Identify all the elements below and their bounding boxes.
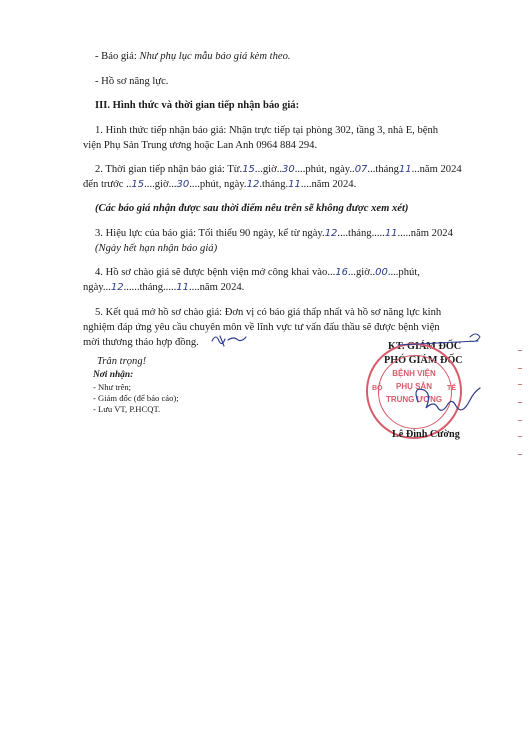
- dots: ..: [276, 164, 283, 175]
- para-5-line-1: 5. Kết quả mở hồ sơ chào giá: Đơn vị có báo giá thấp nhất và hồ sơ năng lực kinh: [95, 307, 442, 318]
- recipient-item: - Giám đốc (để báo cáo);: [93, 393, 179, 403]
- recipient-item: - Như trên;: [93, 382, 132, 392]
- dots: .: [239, 164, 243, 175]
- dots: .....: [371, 228, 385, 239]
- handwritten-hour: 16: [335, 267, 348, 278]
- handwritten-minute: 30: [176, 179, 190, 190]
- handwritten-month: 11: [176, 282, 190, 293]
- stamp-right-text: TẾ: [447, 385, 456, 392]
- stamp-left-text: BỘ: [372, 385, 383, 392]
- handwritten-day: 07: [354, 164, 368, 175]
- deadline-note: (Các báo giá nhận được sau thời điểm nêu trên sẽ không được xem xét): [95, 203, 409, 214]
- dots: ..: [123, 179, 132, 190]
- recipients-title: Nơi nhận:: [93, 370, 134, 380]
- dots: ....: [294, 164, 306, 175]
- label-minute-day: phút, ngày: [199, 179, 244, 190]
- handwritten-month: 11: [384, 228, 398, 239]
- quote-value: Như phụ lục mẫu báo giá kèm theo.: [139, 51, 291, 62]
- para-5-line-2: nghiệm đáp ứng yêu cầu chuyên môn về lĩnh vực tư vấn đấu thầu sẽ được bệnh viện: [83, 322, 440, 333]
- dots: ..: [349, 164, 355, 175]
- handwritten-month: 11: [398, 164, 412, 175]
- section-3-heading: III. Hình thức và thời gian tiếp nhận báo giá:: [95, 100, 300, 111]
- dots: .: [259, 179, 262, 190]
- label-month: tháng: [375, 164, 399, 175]
- label-month: tháng: [261, 179, 286, 190]
- label-year: năm 2024: [419, 164, 462, 175]
- para-3-text: 3. Hiệu lực của báo giá: Tối thiểu 90 ngày, kể từ ngày: [95, 228, 323, 239]
- para-4-text: 4. Hồ sơ chào giá sẽ được bệnh viện mở công khai vào: [95, 267, 328, 278]
- para-5-line-3: mời thương thảo hợp đồng.: [83, 337, 199, 348]
- dots: ...: [168, 179, 177, 190]
- dots: ...: [254, 164, 263, 175]
- dots: ...: [411, 164, 420, 175]
- dots: .....: [163, 282, 177, 293]
- label-minute: phút,: [398, 267, 420, 278]
- label-year: năm 2024.: [311, 179, 357, 190]
- dots: ...: [102, 282, 111, 293]
- label-year: năm 2024: [410, 228, 453, 239]
- para-2-text: 2. Thời gian tiếp nhận báo giá: Từ: [95, 164, 240, 175]
- dots: .: [322, 228, 325, 239]
- stamp-line-3: TRUNG ƯƠNG: [385, 395, 443, 404]
- stamp-line-2: PHỤ SẢN: [395, 382, 432, 391]
- signatory-name: Lê Đình Cường: [392, 429, 460, 440]
- dots: ...: [327, 267, 336, 278]
- regards-text: Trân trọng!: [97, 356, 147, 367]
- dots: ...: [367, 164, 376, 175]
- page-edge-marks: [518, 350, 524, 460]
- dots: ....: [189, 282, 200, 293]
- dots: ..: [369, 267, 376, 278]
- handwritten-day: 12: [324, 228, 338, 239]
- label-month: tháng: [348, 228, 372, 239]
- quote-label: - Báo giá:: [95, 51, 140, 62]
- handwritten-hour: 15: [242, 164, 255, 175]
- signatory-title-1: KT. GIÁM ĐỐC: [388, 341, 462, 352]
- label-hour: giờ: [355, 267, 370, 278]
- dots: .....: [397, 228, 411, 239]
- para-3-note: (Ngày hết hạn nhận báo giá): [95, 243, 218, 254]
- capability-line: - Hồ sơ năng lực.: [95, 76, 169, 87]
- recipient-item: - Lưu VT, P.HCQT.: [93, 404, 161, 414]
- handwritten-minute: 00: [375, 267, 388, 278]
- handwritten-hour: 15: [131, 179, 145, 190]
- dots: ....: [337, 228, 349, 239]
- dots: ....: [300, 179, 312, 190]
- label-minute-day: phút, ngày: [305, 164, 350, 175]
- label-hour: giờ: [154, 179, 169, 190]
- handwritten-month: 11: [288, 179, 301, 190]
- stamp-line-1: BỆNH VIỆN: [392, 369, 436, 378]
- label-hour: giờ: [262, 164, 277, 175]
- dots: .: [285, 179, 289, 190]
- label-day: ngày: [83, 282, 103, 293]
- label-before: đến trước: [83, 179, 124, 190]
- dots: ....: [144, 179, 155, 190]
- handwritten-day: 12: [246, 179, 260, 190]
- label-month: tháng: [139, 282, 164, 293]
- para-1-line-1: 1. Hình thức tiếp nhận báo giá: Nhận trực tiếp tại phòng 302, tầng 3, nhà E, bệnh: [95, 125, 439, 136]
- para-1-line-2: viện Phụ Sản Trung ương hoặc Lan Anh 0964 884 294.: [83, 140, 318, 151]
- dots: ......: [123, 282, 140, 293]
- handwritten-day: 12: [110, 282, 124, 293]
- dots: ...: [348, 267, 356, 278]
- handwritten-minute: 30: [282, 164, 295, 175]
- dots: .: [243, 179, 247, 190]
- label-year: năm 2024.: [199, 282, 245, 293]
- dots: ....: [189, 179, 200, 190]
- signatory-title-2: PHÓ GIÁM ĐỐC: [384, 355, 463, 366]
- dots: ....: [387, 267, 399, 278]
